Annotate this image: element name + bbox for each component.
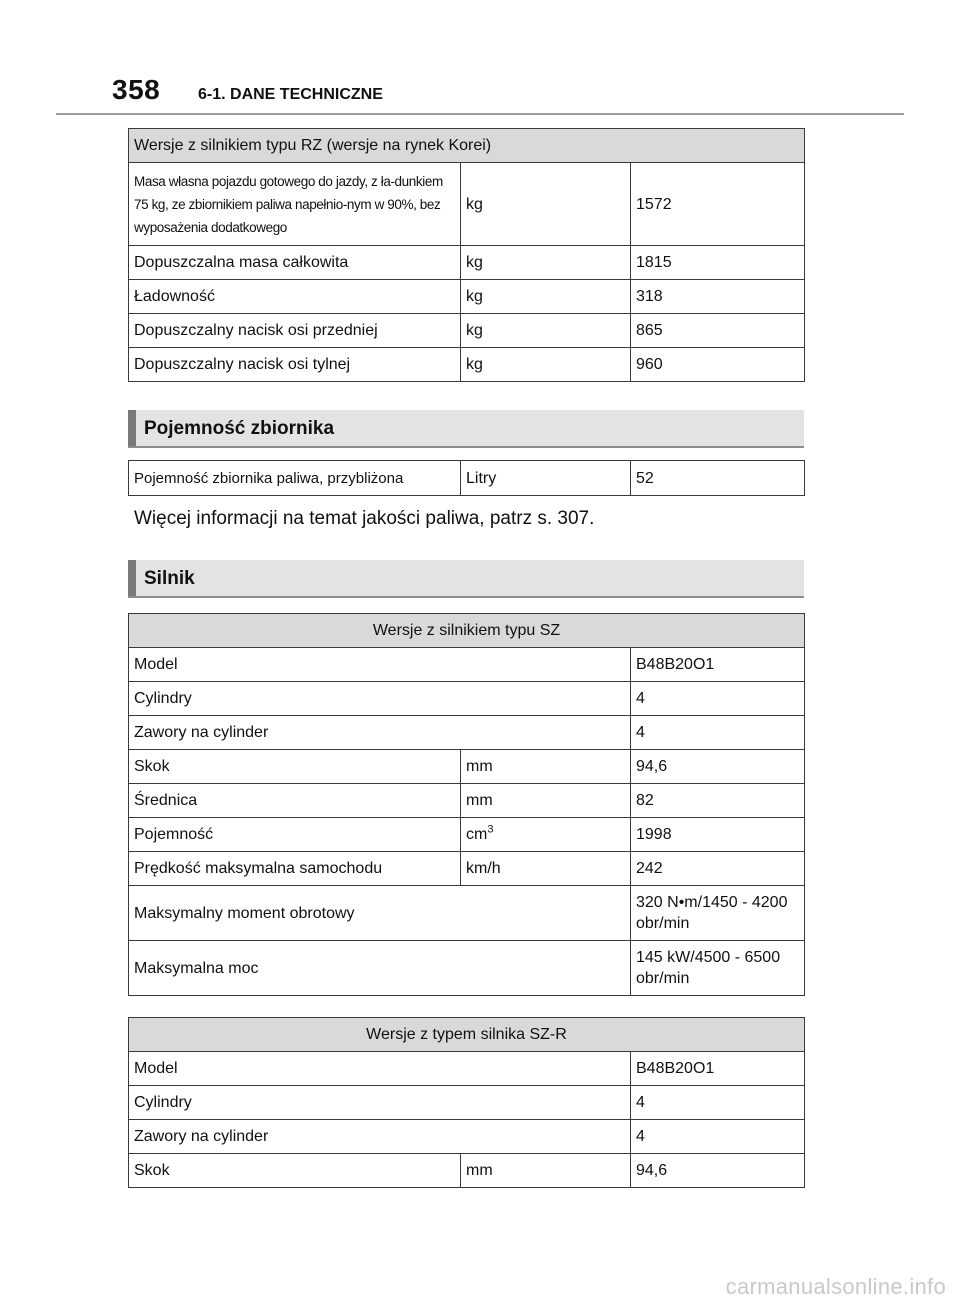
fuel-quality-note: Więcej informacji na temat jakości paliwa, patrz s. 307.	[134, 508, 595, 529]
row-value: B48B20O1	[631, 1052, 805, 1086]
unit-superscript: 3	[487, 823, 494, 836]
row-unit: kg	[461, 314, 631, 348]
table-row	[129, 246, 805, 280]
row-value: 1998	[631, 818, 805, 852]
page-header	[112, 74, 912, 114]
row-value: B48B20O1	[631, 648, 805, 682]
row-label: Ładowność	[129, 280, 461, 314]
row-label: Maksymalny moment obrotowy	[129, 886, 631, 941]
row-value: 94,6	[631, 1154, 805, 1188]
table-row	[129, 163, 805, 246]
tank-spec-table	[128, 460, 805, 496]
row-label: Masa własna pojazdu gotowego do jazdy, z ła-dunkiem 75 kg, ze zbiornikiem paliwa napełnio-nym w 90%, bez wyposażenia dodatkowego	[129, 163, 461, 246]
row-label: Pojemność zbiornika paliwa, przybliżona	[129, 461, 461, 496]
row-unit: kg	[461, 348, 631, 382]
row-label: Pojemność	[129, 818, 461, 852]
table-row	[129, 818, 805, 852]
section-accent-bar	[128, 560, 136, 596]
row-label: Maksymalna moc	[129, 941, 631, 996]
row-value: 320 N•m/1450 - 4200 obr/min	[631, 886, 805, 941]
table-row	[129, 280, 805, 314]
row-unit: mm	[461, 784, 631, 818]
szr-spec-table	[128, 1017, 805, 1188]
table-row	[129, 784, 805, 818]
row-label: Zawory na cylinder	[129, 716, 631, 750]
table-row	[129, 750, 805, 784]
row-value: 4	[631, 1120, 805, 1154]
row-value: 1572	[631, 163, 805, 246]
watermark-text: carmanualsonline.info	[725, 1274, 946, 1299]
table-caption: Wersje z typem silnika SZ-R	[129, 1018, 805, 1052]
row-value: 1815	[631, 246, 805, 280]
row-value: 82	[631, 784, 805, 818]
table-row	[129, 716, 805, 750]
table-row	[129, 682, 805, 716]
row-label: Zawory na cylinder	[129, 1120, 631, 1154]
table-row	[129, 648, 805, 682]
section-title: 6-1. DANE TECHNICZNE	[198, 86, 383, 103]
row-label: Model	[129, 648, 631, 682]
row-unit: kg	[461, 246, 631, 280]
table-row	[129, 852, 805, 886]
section-band-tank	[128, 410, 804, 448]
unit-text: cm	[466, 826, 488, 843]
table-row	[129, 461, 805, 496]
row-unit	[461, 818, 631, 852]
page-number: 358	[112, 74, 161, 105]
row-label: Dopuszczalny nacisk osi tylnej	[129, 348, 461, 382]
row-label: Model	[129, 1052, 631, 1086]
row-unit: mm	[461, 1154, 631, 1188]
section-band-engine	[128, 560, 804, 598]
table-row	[129, 941, 805, 996]
table-caption-row	[129, 1018, 805, 1052]
row-label: Cylindry	[129, 1086, 631, 1120]
section-heading: Silnik	[144, 568, 195, 589]
table-caption-row	[129, 614, 805, 648]
section-accent-bar	[128, 410, 136, 446]
table-caption: Wersje z silnikiem typu SZ	[129, 614, 805, 648]
table-row	[129, 1086, 805, 1120]
row-unit: kg	[461, 163, 631, 246]
row-label: Skok	[129, 1154, 461, 1188]
row-label: Średnica	[129, 784, 461, 818]
table-row	[129, 1120, 805, 1154]
table-row	[129, 1154, 805, 1188]
table-row	[129, 348, 805, 382]
row-label: Prędkość maksymalna samochodu	[129, 852, 461, 886]
header-rule	[56, 113, 904, 115]
row-value: 4	[631, 1086, 805, 1120]
row-value: 94,6	[631, 750, 805, 784]
row-unit: km/h	[461, 852, 631, 886]
row-label: Dopuszczalny nacisk osi przedniej	[129, 314, 461, 348]
row-value: 4	[631, 716, 805, 750]
row-value: 4	[631, 682, 805, 716]
row-label: Cylindry	[129, 682, 631, 716]
row-label: Dopuszczalna masa całkowita	[129, 246, 461, 280]
row-label: Skok	[129, 750, 461, 784]
row-value: 960	[631, 348, 805, 382]
row-value: 145 kW/4500 - 6500 obr/min	[631, 941, 805, 996]
table-caption-row	[129, 129, 805, 163]
row-value: 318	[631, 280, 805, 314]
row-unit: mm	[461, 750, 631, 784]
row-unit: Litry	[461, 461, 631, 496]
table-row	[129, 886, 805, 941]
rz-spec-table	[128, 128, 805, 382]
table-row	[129, 1052, 805, 1086]
row-value: 242	[631, 852, 805, 886]
section-heading: Pojemność zbiornika	[144, 418, 335, 439]
row-value: 52	[631, 461, 805, 496]
row-unit: kg	[461, 280, 631, 314]
row-value: 865	[631, 314, 805, 348]
table-caption: Wersje z silnikiem typu RZ (wersje na rynek Korei)	[129, 129, 805, 163]
sz-spec-table	[128, 613, 805, 996]
table-row	[129, 314, 805, 348]
